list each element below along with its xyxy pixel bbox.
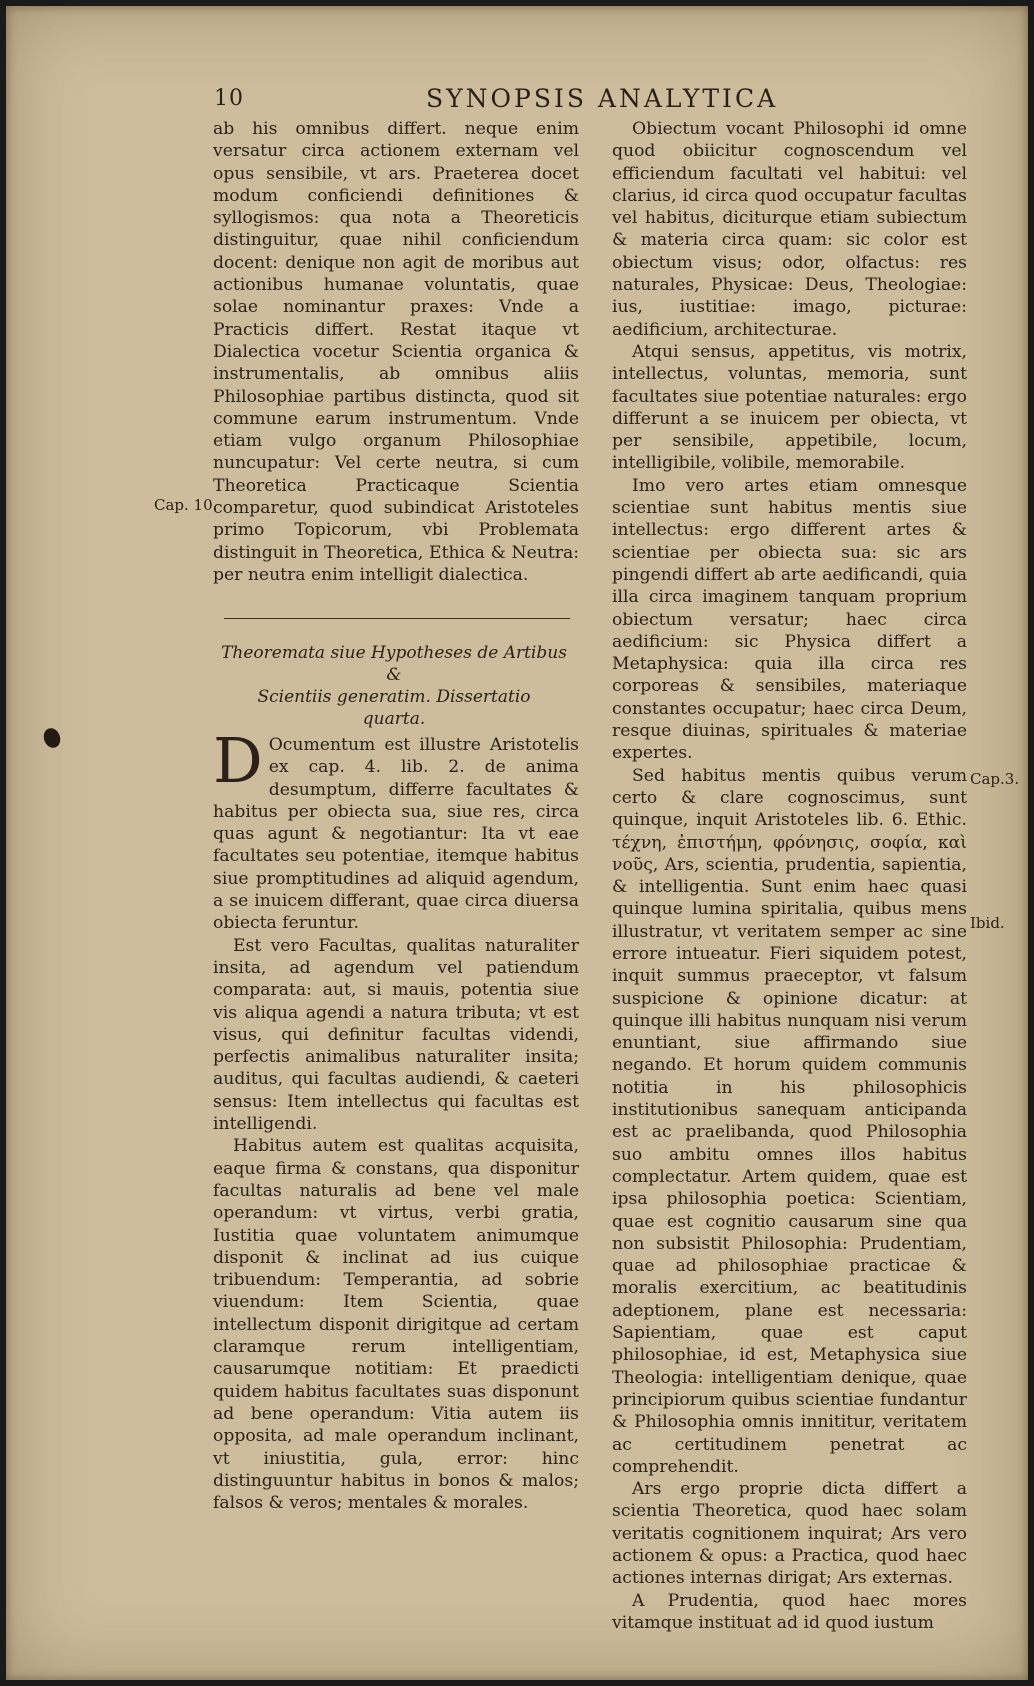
left-column-bottom [213,724,579,1514]
margin-note-cap-3: Cap.3. [970,770,1020,788]
right-paragraph-6: A Prudentia, quod haec mores vitamque instituat ad id quod iustum [612,1590,967,1633]
margin-note-cap-10: Cap. 10. [154,496,218,514]
dissertation-title-line-2: Scientiis generatim. Dissertatio [257,687,531,707]
margin-note-ibid: Ibid. [970,914,1005,932]
section-rule [224,618,570,619]
right-paragraph-1: Obiectum vocant Philosophi id omne quod obiicitur cognoscendum vel efficiendum facultati vel habitui: vel clarius, id circa quod occupatur facultas vel habitus, diciturque etiam subiectum & materia circa quam: sic color est obiectum visus; odor, olfactus: res naturales, Physicae: Deus, Theologiae: ius, iustitiae: imago, picturae: aedificium, architecturae. [612,119,967,340]
page-header [206,80,779,114]
dissertation-title-line-1: Theoremata siue Hypotheses de Artibus & [221,643,567,685]
dissertation-title-line-3: quarta. [362,709,426,729]
left-paragraph-4: Habitus autem est qualitas acquisita, eaque firma & constans, qua disponitur facultas naturalis ad bene vel male operandum: vt virtus, verbi gratia, Iustitia quae voluntatem animumque disponit & inclinat ad ius cuique tribuendum: Temperantia, ad sobrie viuendum: Item Scientia, quae intellectum disponit dirigitque ad certam claramque rerum intelligentiam, causarumque notitiam: Et praedicti quidem habitus facultates suas disponunt ad bene operandum: Vitia autem iis opposita, ad male operandum inclinant, vt iniustitia, gula, error: hinc distinguuntur habitus in bonos & malos; falsos & veros; mentales & morales. [213,1136,579,1514]
right-paragraph-5: Ars ergo proprie dicta differt a scientia Theoretica, quod haec solam veritatis cognitionem inquirat; Ars vero actionem & opus: a Practica, quod haec actiones internas dirigat; Ars externas. [612,1479,967,1589]
right-column [612,118,967,1634]
left-paragraph-3: Est vero Facultas, qualitas naturaliter insita, ad agendum vel patiendum comparata: aut, si mauis, potentia siue vis aliqua agendi a natura tributa; vt est visus, qui definitur facultas videndi, perfectis animalibus naturaliter insita; auditus, qui facultas audiendi, & caeteri sensus: Item intellectus qui facultas est intelligendi. [213,935,579,1135]
left-column-top [213,118,579,586]
left-paragraph-1: ab his omnibus differt. neque enim versatur circa actionem externam vel opus sensibile, vt ars. Praeterea docet modum conficiendi definitiones & syllogismos: qua nota a Theoreticis distinguitur, quae nihil conficiendum docent: denique non agit de moribus aut actionibus humanae voluntatis, quae solae nominantur praxes: Vnde a Practicis differt. Restat itaque vt Dialectica vocetur Scientia organica & instrumentalis, ab omnibus aliis Philosophiae partibus distincta, quod sit commune earum instrumentum. Vnde etiam vulgo organum Philosophiae nuncupatur: Vel certe neutra, si cum Theoretica Practicaque Scientia comparetur, quod subindicat Aristoteles primo Topicorum, vbi Problemata distinguit in Theoretica, Ethica & Neutra: per neutra enim intelligit dialectica. [213,119,579,585]
ink-blot [41,726,63,750]
running-title: SYNOPSIS ANALYTICA [426,84,779,113]
book-page [6,6,1028,1680]
dropcap-paragraph [213,724,579,935]
dissertation-title [218,642,570,730]
page-number: 10 [214,86,244,111]
right-paragraph-4: Sed habitus mentis quibus verum certo & clare cognoscimus, sunt quinque, inquit Aristoteles lib. 6. Ethic. τέχνη, ἐπιστήμη, φρόνησις, σοφία, καὶ νοῦς, Ars, scientia, prudentia, sapientia, & intelligentia. Sunt enim haec quasi quinque lumina spiritalia, quibus mens illustratur, vt veritatem semper ac sine errore intueatur. Fieri siquidem potest, inquit summus praeceptor, vt falsum suspicione & opinione dicatur: at quinque illi habitus nunquam nisi verum enuntiant, siue affirmando siue negando. Et horum quidem communis notitia in his philosophicis institutionibus sanequam anticipanda est ac praelibanda, quod Philosophia suo ambitu omnes illos habitus complectatur. Artem quidem, quae est ipsa philosophia poetica: Scientiam, quae est cognitio causarum sine qua non subsistit Philosophia: Prudentiam, quae ad philosophiae practicae & moralis exercitium, ac beatitudinis adeptionem, plane est necessaria: Sapientiam, quae est caput philosophiae, id est, Metaphysica siue Theologia: intelligentiam denique, quae principiorum quibus scientiae fundantur & Philosophia omnis innititur, veritatem ac certitudinem penetrat ac comprehendit. [612,765,967,1477]
right-paragraph-2: Atqui sensus, appetitus, vis motrix, intellectus, voluntas, memoria, sunt facultates siue potentiae naturales: ergo differunt a se inuicem per obiecta, vt per sensibile, appetibile, locum, intelligibile, volibile, memorabile. [612,341,967,474]
drop-cap: D [213,724,263,797]
right-paragraph-3: Imo vero artes etiam omnesque scientiae sunt habitus mentis siue intellectus: ergo different artes & scientiae per obiecta sua: sic ars pingendi differt ab arte aedificandi, quia illa circa imaginem tanquam proprium obiectum versatur; haec circa aedificium: sic Physica differt a Metaphysica: quia illa circa res corporeas & sensibiles, materiaque constantes occupatur; haec circa Deum, resque diuinas, spirituales & materiae expertes. [612,475,967,764]
left-paragraph-2: Ocumentum est illustre Aristotelis ex cap. 4. lib. 2. de anima desumptum, differre facultates & habitus per obiecta sua, siue res, circa quas agunt & negotiantur: Ita vt eae facultates seu potentiae, itemque habitus siue promptitudines ad aliquid agendum, a se inuicem differant, quae circa diuersa obiecta feruntur. [213,735,579,934]
